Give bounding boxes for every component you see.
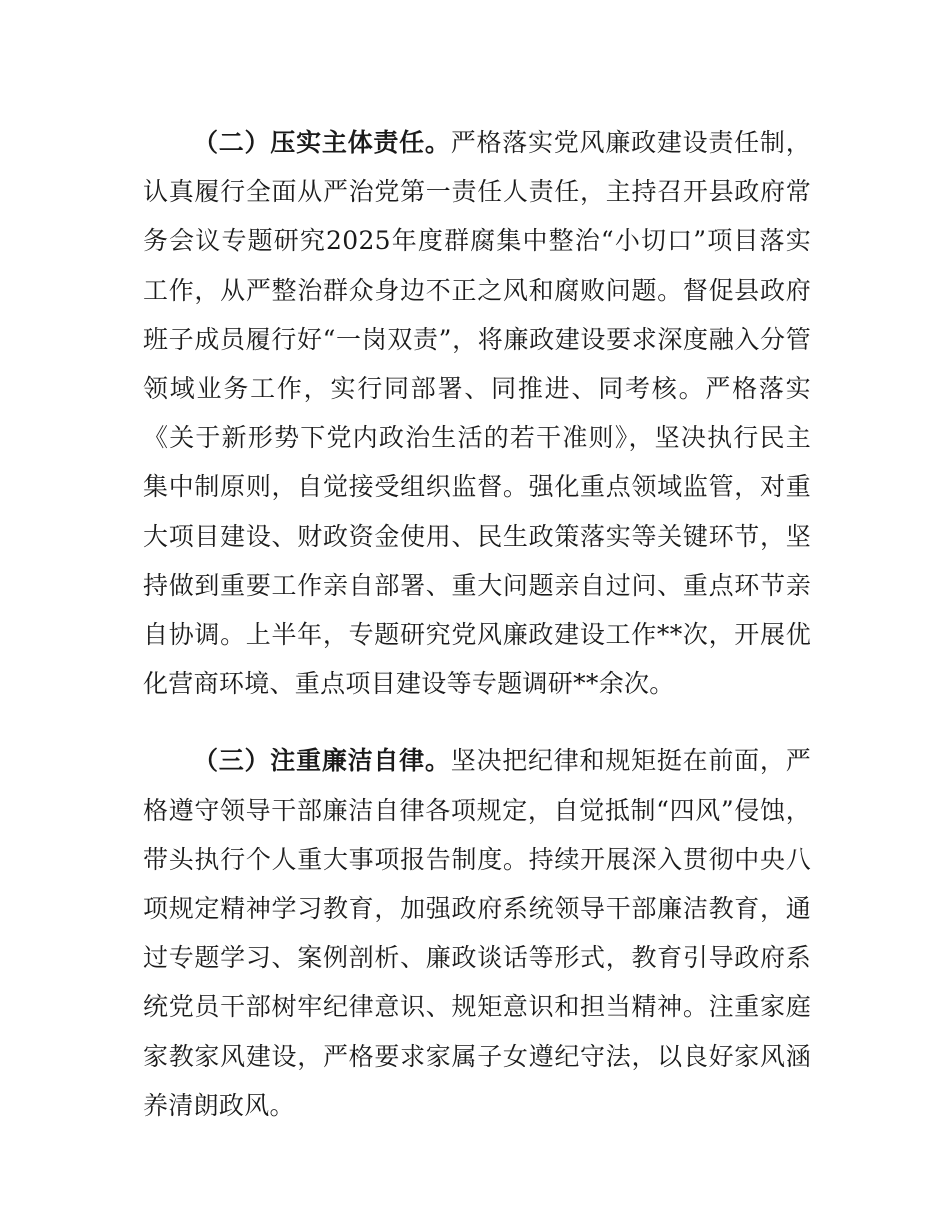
paragraph-section-3 — [143, 736, 811, 1130]
section-3-heading: （三）注重廉洁自律。 — [193, 746, 451, 776]
section-3-body: 坚决把纪律和规矩挺在前面，严格遵守领导干部廉洁自律各项规定，自觉抵制“四风”侵蚀，带头执行个人重大事项报告制度。持续开展深入贯彻中央八项规定精神学习教育，加强政府系统领导干部廉洁教育，通过专题学习、案例剖析、廉政谈话等形式，教育引导政府系统党员干部树牢纪律意识、规矩意识和担当精神。注重家庭家教家风建设，严格要求家属子女遵纪守法，以良好家风涵养清朗政风。 — [143, 746, 811, 1120]
section-2-body: 严格落实党风廉政建设责任制，认真履行全面从严治党第一责任人责任，主持召开县政府常务会议专题研究2025年度群腐集中整治“小切口”项目落实工作，从严整治群众身边不正之风和腐败问题。督促县政府班子成员履行好“一岗双责”，将廉政建设要求深度融入分管领域业务工作，实行同部署、同推进、同考核。严格落实《关于新形势下党内政治生活的若干准则》，坚决执行民主集中制原则，自觉接受组织监督。强化重点领域监管，对重大项目建设、财政资金使用、民生政策落实等关键环节，坚持做到重要工作亲自部署、重大问题亲自过问、重点环节亲自协调。上半年，专题研究党风廉政建设工作**次，开展优化营商环境、重点项目建设等专题调研**余次。 — [143, 128, 811, 699]
document-body — [143, 118, 811, 1130]
paragraph-section-2 — [143, 118, 811, 708]
section-2-heading: （二）压实主体责任。 — [193, 128, 451, 157]
